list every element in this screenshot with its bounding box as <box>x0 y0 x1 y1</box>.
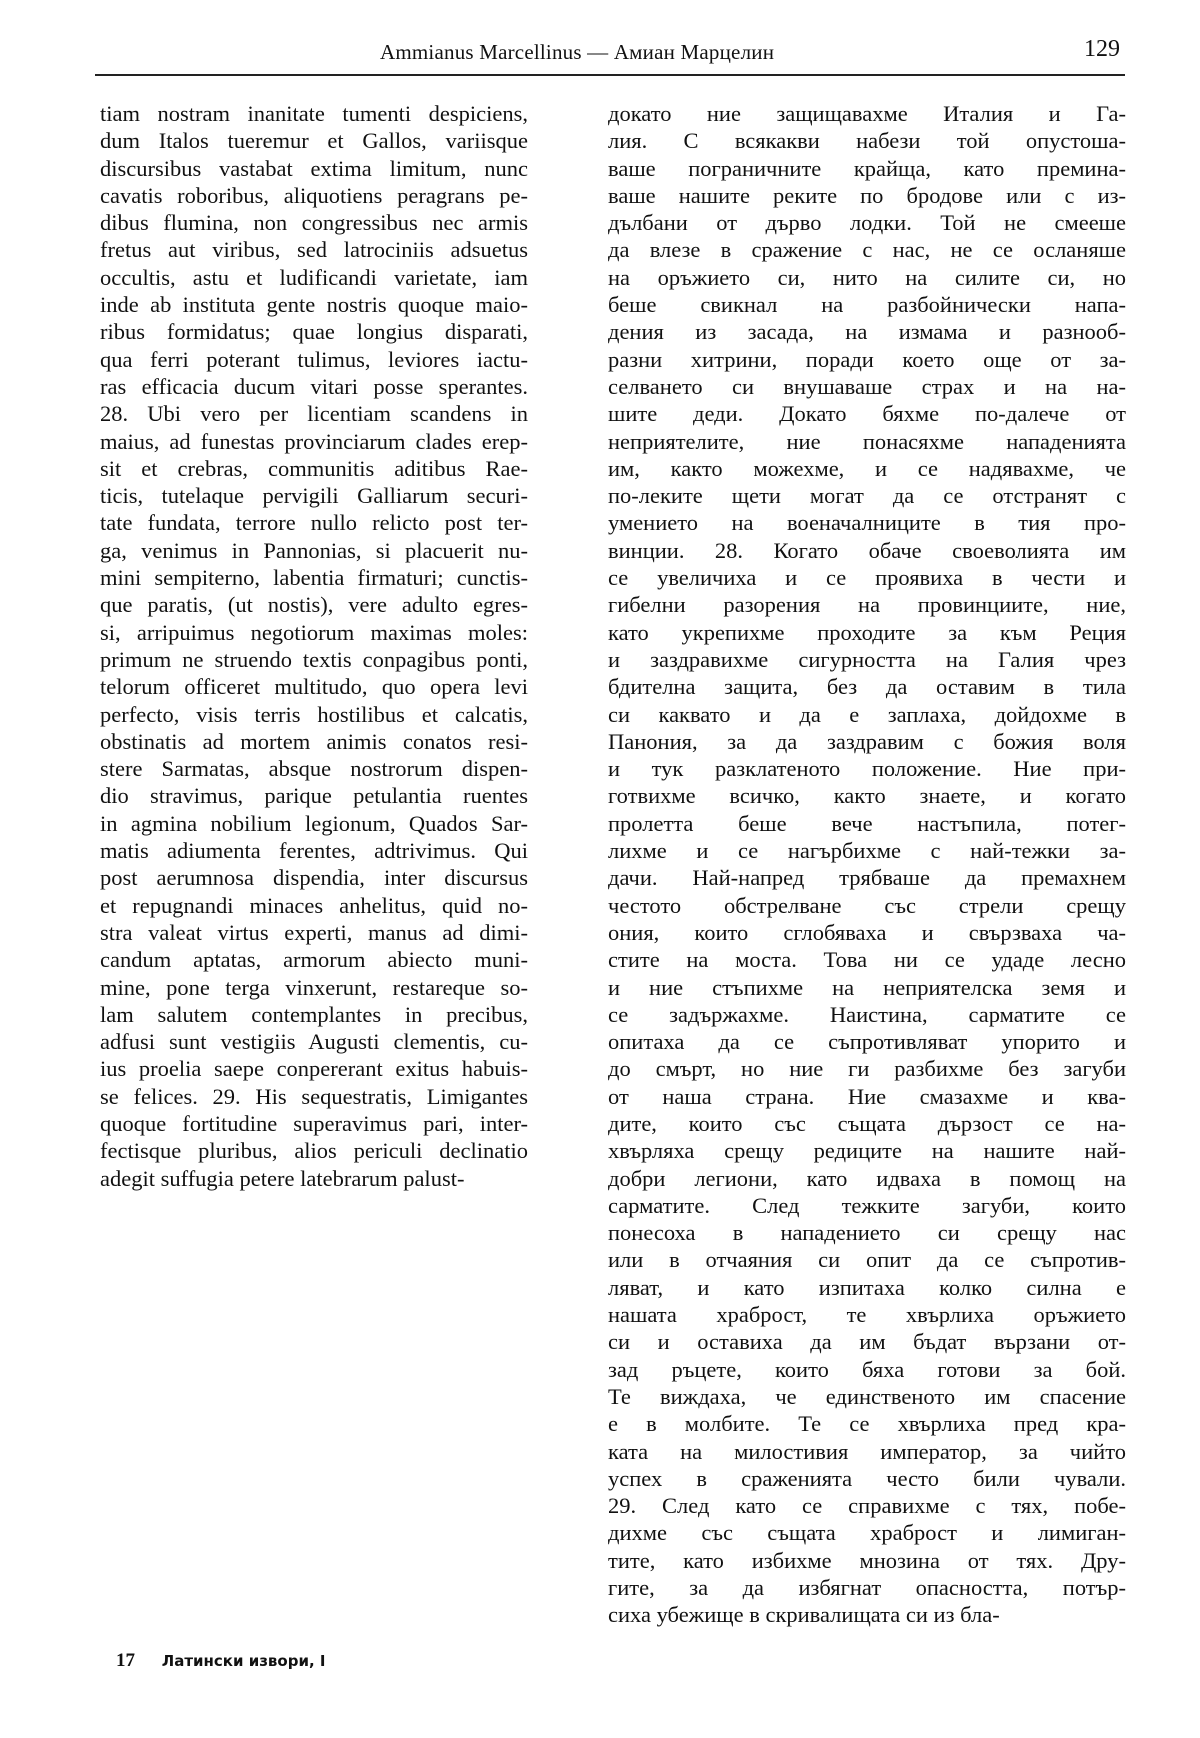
text-line: in agmina nobilium legionum, Quados Sar- <box>100 810 528 836</box>
text-line: готвихме всичко, както знаете, и когато <box>608 783 1126 809</box>
text-line: до смърт, но ние ги разбихме без загуби <box>608 1056 1126 1082</box>
text-line: от наша страна. Ние смазахме и ква- <box>608 1083 1126 1109</box>
text-line: ticis, tutelaque pervigili Galliarum securi- <box>100 483 528 509</box>
text-line: et repugnandi minaces anhelitus, quid no- <box>100 892 528 918</box>
text-line: maius, ad funestas provinciarum clades erep- <box>100 428 528 454</box>
text-line: пролетта беше вече настъпила, потег- <box>608 810 1126 836</box>
text-line: ляват, и като изпитаха колко силна е <box>608 1274 1126 1300</box>
text-line: дите, които със същата дързост се на- <box>608 1110 1126 1136</box>
text-line: или в отчаяния си опит да се съпротив- <box>608 1247 1126 1273</box>
text-line: и тук разклатеното положение. Ние при- <box>608 756 1126 782</box>
text-line: бдителна защита, без да оставим в тила <box>608 674 1126 700</box>
text-line: разни хитрини, поради което още от за- <box>608 346 1126 372</box>
running-title: Ammianus Marcellinus — Амиан Марцелин <box>380 40 775 64</box>
text-line: 28. Ubi vero per licentiam scandens in <box>100 401 528 427</box>
text-line: на оръжието си, нито на силите си, но <box>608 264 1126 290</box>
text-line: cavatis roboribus, aliquotiens peragrans pe- <box>100 182 528 208</box>
text-line: perfecto, visis terris hostilibus et calcatis, <box>100 701 528 727</box>
text-line: дълбани от дърво лодки. Той не смееше <box>608 210 1126 236</box>
text-line: tiam nostram inanitate tumenti despiciens, <box>100 101 528 126</box>
text-line: stere Sarmatas, absque nostrorum dispen- <box>100 756 528 782</box>
text-line: si, arripuimus negotiorum maximas moles: <box>100 619 528 645</box>
text-line: селването си внушаваше страх и на на- <box>608 373 1126 399</box>
page-footer <box>116 1650 325 1672</box>
page-number: 129 <box>1084 36 1120 62</box>
text-line: 29. След като се справихме с тях, побе- <box>608 1493 1126 1519</box>
text-line: que paratis, (ut nostis), vere adulto egres- <box>100 592 528 618</box>
text-line: гибелни разорения на провинциите, ние, <box>608 592 1126 618</box>
text-line: зад ръцете, които бяха готови за бой. <box>608 1356 1126 1382</box>
text-line: успех в сраженията често били чували. <box>608 1465 1126 1491</box>
text-line: ga, venimus in Pannonias, si placuerit nu- <box>100 537 528 563</box>
header-rule <box>95 74 1125 76</box>
text-line: quoque fortitudine superavimus pari, inter- <box>100 1110 528 1136</box>
text-line: adfusi sunt vestigiis Augusti clementis, cu- <box>100 1029 528 1055</box>
text-line: шите деди. Докато бяхме по-далече от <box>608 401 1126 427</box>
text-line: ras efficacia ducum vitari posse sperantes. <box>100 373 528 399</box>
text-line: adegit suffugia petere latebrarum palust- <box>100 1165 465 1191</box>
running-header <box>110 34 1120 78</box>
text-line: хвърляха срещу редиците на нашите най- <box>608 1138 1126 1164</box>
text-line: докато ние защищавахме Италия и Га- <box>608 101 1126 126</box>
text-line: dibus flumina, non congressibus nec armis <box>100 210 528 236</box>
text-line: да влезе в сражение с нас, не се осланяше <box>608 237 1126 263</box>
text-line: си и оставиха да им бъдат вързани от- <box>608 1329 1126 1355</box>
bulgarian-translation-column <box>608 100 1126 1629</box>
text-line: си каквато и да е заплаха, дойдохме в <box>608 701 1126 727</box>
signature-mark: 17 <box>116 1650 135 1671</box>
text-line: дения из засада, на измама и разнооб- <box>608 319 1126 345</box>
text-line: винции. 28. Когато обаче своеволията им <box>608 537 1126 563</box>
text-line: неприятелите, ние понасяхме нападенията <box>608 428 1126 454</box>
text-line: Те виждаха, че единственото им спасение <box>608 1383 1126 1409</box>
text-line: беше свикнал на разбойнически напа- <box>608 292 1126 318</box>
text-line: като укрепихме проходите за към Реция <box>608 619 1126 645</box>
text-line: candum aptatas, armorum abiecto muni- <box>100 947 528 973</box>
text-line: тите, като избихме мнозина от тях. Дру- <box>608 1547 1126 1573</box>
text-line: ius proelia saepe conpererant exitus habuis- <box>100 1056 528 1082</box>
text-line: dum Italos tueremur et Gallos, variisque <box>100 128 528 154</box>
text-line: и заздравихме сигурността на Галия чрез <box>608 646 1126 672</box>
text-line: mine, pone terga vinxerunt, restareque so- <box>100 974 528 1000</box>
text-line: qua ferri poterant tulimus, leviores iactu- <box>100 346 528 372</box>
text-line: sit et crebras, communitis aditibus Rae- <box>100 455 528 481</box>
text-line: matis adiumenta ferentes, adtrivimus. Qui <box>100 838 528 864</box>
text-line: нашата храброст, те хвърлиха оръжието <box>608 1302 1126 1328</box>
text-line: е в молбите. Те се хвърлиха пред кра- <box>608 1411 1126 1437</box>
text-line: дачи. Най-напред трябваше да премахнем <box>608 865 1126 891</box>
text-line: сарматите. След тежките загуби, които <box>608 1192 1126 1218</box>
text-line: сиха убежище в скривалищата си из бла- <box>608 1602 1000 1628</box>
source-title: Латински извори, I <box>161 1652 326 1670</box>
latin-text-column <box>100 100 528 1192</box>
text-line: Панония, за да заздравим с божия воля <box>608 728 1126 754</box>
text-line: inde ab instituta gente nostris quoque maio- <box>100 292 528 318</box>
text-line: telorum officeret multitudo, quo opera levi <box>100 674 528 700</box>
text-line: fretus aut viribus, sed latrociniis adsuetus <box>100 237 528 263</box>
text-line: по-леките щети могат да се отстранят с <box>608 483 1126 509</box>
text-line: ваше нашите реките по бродове или с из- <box>608 182 1126 208</box>
text-line: добри легиони, като идваха в помощ на <box>608 1165 1126 1191</box>
text-line: и ние стъпихме на неприятелска земя и <box>608 974 1126 1000</box>
text-line: умението на военачалниците в тия про- <box>608 510 1126 536</box>
text-line: ribus formidatus; quae longius disparati, <box>100 319 528 345</box>
text-line: честото обстрелване със стрели срещу <box>608 892 1126 918</box>
text-line: се задържахме. Наистина, сарматите се <box>608 1001 1126 1027</box>
text-line: се увеличиха и се проявиха в чести и <box>608 565 1126 591</box>
text-line: stra valeat virtus experti, manus ad dimi- <box>100 919 528 945</box>
text-line: lam salutem contemplantes in precibus, <box>100 1001 528 1027</box>
text-line: mini sempiterno, labentia firmaturi; cunctis- <box>100 565 528 591</box>
text-line: occultis, astu et ludificandi varietate, iam <box>100 264 528 290</box>
text-line: ваше пограничните крайща, като премина- <box>608 155 1126 181</box>
text-line: se felices. 29. His sequestratis, Limigantes <box>100 1083 528 1109</box>
text-line: discursibus vastabat extima limitum, nunc <box>100 155 528 181</box>
text-line: ония, които сглобяваха и свързваха ча- <box>608 919 1126 945</box>
text-line: опитаха да се съпротивляват упорито и <box>608 1029 1126 1055</box>
text-line: post aerumnosa dispendia, inter discursus <box>100 865 528 891</box>
text-line: им, както можехме, и се надявахме, че <box>608 455 1126 481</box>
text-line: obstinatis ad mortem animis conatos resi- <box>100 728 528 754</box>
text-line: fectisque pluribus, alios periculi declinatio <box>100 1138 528 1164</box>
text-line: dio stravimus, parique petulantia ruentes <box>100 783 528 809</box>
text-line: лия. С всякакви набези той опустоша- <box>608 128 1126 154</box>
text-line: понесоха в нападението си срещу нас <box>608 1220 1126 1246</box>
text-line: дихме със същата храброст и лимиган- <box>608 1520 1126 1546</box>
text-line: primum ne struendo textis conpagibus ponti, <box>100 646 528 672</box>
text-line: лихме и се нагърбихме с най-тежки за- <box>608 838 1126 864</box>
text-line: tate fundata, terrore nullo relicto post ter- <box>100 510 528 536</box>
text-line: стите на моста. Това ни се удаде лесно <box>608 947 1126 973</box>
text-line: гите, за да избягнат опасността, потър- <box>608 1575 1126 1601</box>
text-line: ката на милостивия император, за чийто <box>608 1438 1126 1464</box>
